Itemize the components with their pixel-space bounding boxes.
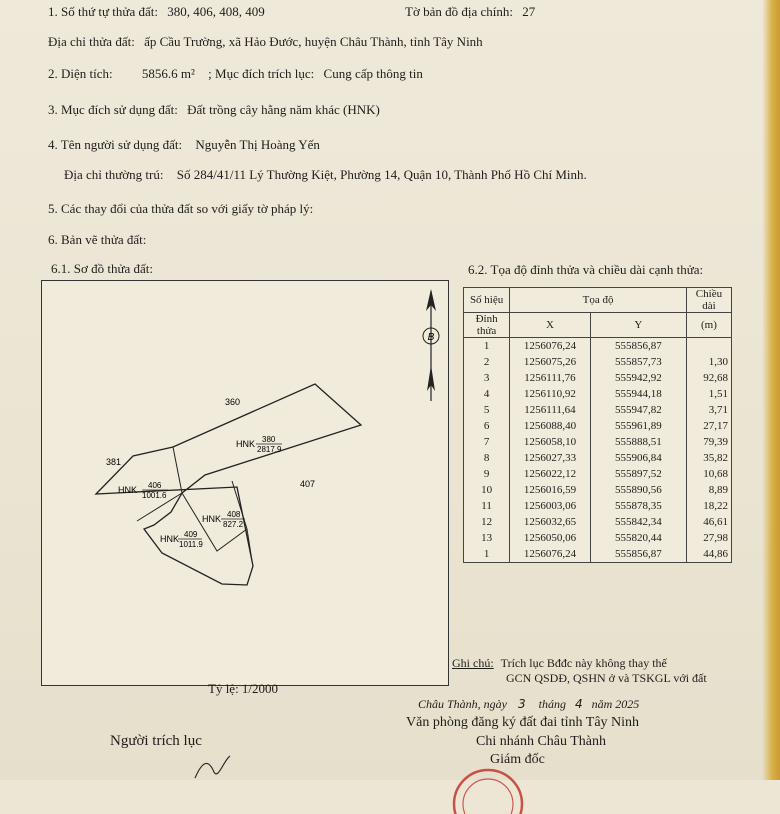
header-y: Y — [590, 313, 686, 338]
cell-length: 18,22 — [686, 498, 731, 514]
owner-row — [48, 137, 320, 153]
address-label: Địa chỉ thửa đất: — [48, 34, 135, 49]
cell-y: 555820,44 — [590, 530, 686, 546]
coordinates-table — [463, 287, 732, 563]
signoff-role: Giám đốc — [490, 752, 545, 767]
table-row — [464, 354, 732, 370]
cell-point: 9 — [464, 466, 510, 482]
cell-point: 5 — [464, 402, 510, 418]
cell-point: 13 — [464, 530, 510, 546]
cell-x: 1256110,92 — [510, 386, 591, 402]
cell-length — [686, 338, 731, 355]
parcel-number-value: 380, 406, 408, 409 — [167, 4, 265, 19]
neighbor-label: 381 — [106, 457, 122, 467]
usage-label: 3. Mục đích sử dụng đất: — [48, 102, 178, 117]
map-sheet-row — [405, 4, 535, 20]
cell-x: 1256016,59 — [510, 482, 591, 498]
parcel-number-row — [48, 4, 265, 20]
purpose-label: ; Mục đích trích lục: — [208, 66, 315, 81]
svg-text:1011.9: 1011.9 — [179, 540, 203, 549]
cell-y: 555890,56 — [590, 482, 686, 498]
cell-point: 3 — [464, 370, 510, 386]
table-row — [464, 386, 732, 402]
address-value: ấp Cầu Trường, xã Hảo Đước, huyện Châu Thành, tỉnh Tây Ninh — [144, 34, 483, 49]
cell-y: 555856,87 — [590, 338, 686, 355]
north-symbol: B — [427, 332, 435, 343]
note-line-1: Trích lục Bđđc này không thay thế — [500, 656, 667, 670]
purpose-value: Cung cấp thông tin — [323, 66, 423, 81]
residence-row — [64, 167, 587, 183]
signoff-year: năm 2025 — [591, 697, 640, 711]
cell-y: 555878,35 — [590, 498, 686, 514]
svg-text:409: 409 — [184, 530, 198, 539]
cell-x: 1256032,65 — [510, 514, 591, 530]
parcel-label-380 — [236, 435, 282, 454]
page-edge — [762, 0, 780, 780]
cell-point: 12 — [464, 514, 510, 530]
note-line-2: GCN QSDĐ, QSHN ở và TSKGL với đất — [506, 671, 707, 685]
area-label: 2. Diện tích: — [48, 66, 113, 81]
cell-x: 1256027,33 — [510, 450, 591, 466]
parcel-label-408 — [202, 510, 245, 529]
coords-label: 6.2. Tọa độ đỉnh thửa và chiều dài cạnh thửa: — [468, 262, 704, 277]
cell-point: 7 — [464, 434, 510, 450]
note-row-1 — [452, 656, 667, 671]
cell-y: 555947,82 — [590, 402, 686, 418]
address-row — [48, 34, 483, 50]
table-row — [464, 466, 732, 482]
table-row — [464, 402, 732, 418]
cell-y: 555897,52 — [590, 466, 686, 482]
table-row — [464, 530, 732, 546]
area-value: 5856.6 m² — [141, 66, 195, 81]
cell-point: 1 — [464, 338, 510, 355]
signoff-branch: Chi nhánh Châu Thành — [476, 734, 607, 749]
cell-y: 555842,34 — [590, 514, 686, 530]
cell-length: 8,89 — [686, 482, 731, 498]
cell-point: 2 — [464, 354, 510, 370]
cell-y: 555942,92 — [590, 370, 686, 386]
svg-text:380: 380 — [262, 435, 276, 444]
svg-text:408: 408 — [227, 510, 241, 519]
cell-y: 555944,18 — [590, 386, 686, 402]
header-x: X — [510, 313, 591, 338]
usage-row — [48, 102, 380, 118]
usage-value: Đất trồng cây hằng năm khác (HNK) — [187, 102, 380, 117]
svg-text:406: 406 — [148, 481, 162, 490]
table-row — [464, 338, 732, 355]
north-arrow-icon — [423, 289, 439, 401]
cell-x: 1256111,64 — [510, 402, 591, 418]
cell-length: 1,30 — [686, 354, 731, 370]
header-coord: Tọa độ — [510, 288, 687, 313]
cell-y: 555857,73 — [590, 354, 686, 370]
map-sheet-value: 27 — [522, 4, 536, 19]
svg-text:827.2: 827.2 — [223, 520, 244, 529]
cell-length: 79,39 — [686, 434, 731, 450]
header-point: Số hiệu — [464, 288, 510, 313]
cell-y: 555856,87 — [590, 546, 686, 563]
cell-x: 1256111,76 — [510, 370, 591, 386]
sketch-label: 6.1. Sơ đồ thửa đất: — [51, 261, 154, 276]
cell-x: 1256058,10 — [510, 434, 591, 450]
area-row — [48, 66, 423, 82]
svg-text:2817.9: 2817.9 — [257, 445, 282, 454]
cell-x: 1256050,06 — [510, 530, 591, 546]
signoff-day: 3 — [518, 697, 526, 711]
map-sheet-label: Tờ bản đồ địa chính: — [405, 4, 513, 19]
cell-length: 35,82 — [686, 450, 731, 466]
cell-x: 1256076,24 — [510, 338, 591, 355]
table-row — [464, 546, 732, 563]
cell-length: 1,51 — [686, 386, 731, 402]
note-label: Ghi chú: — [452, 656, 494, 670]
table-row — [464, 514, 732, 530]
neighbor-label: 360 — [225, 397, 241, 407]
svg-text:HNK: HNK — [118, 485, 138, 495]
cell-length: 44,86 — [686, 546, 731, 563]
boundary-380-406 — [173, 447, 182, 493]
cell-point: 10 — [464, 482, 510, 498]
parcel-label-409 — [160, 530, 203, 549]
table-row — [464, 482, 732, 498]
cell-length: 92,68 — [686, 370, 731, 386]
owner-label: 4. Tên người sử dụng đất: — [48, 137, 183, 152]
cell-y: 555961,89 — [590, 418, 686, 434]
cell-length: 27,17 — [686, 418, 731, 434]
cell-point: 8 — [464, 450, 510, 466]
extractor-label: Người trích lục — [110, 733, 202, 749]
header-length: Chiều dài — [686, 288, 731, 313]
cell-x: 1256075,26 — [510, 354, 591, 370]
signoff-month: 4 — [575, 697, 583, 711]
signature-scribble-icon — [190, 752, 250, 780]
cell-length: 3,71 — [686, 402, 731, 418]
map-scale: Tỷ lệ: 1/2000 — [208, 681, 279, 696]
signoff-date — [418, 697, 639, 712]
cell-point: 11 — [464, 498, 510, 514]
residence-value: Số 284/41/11 Lý Thường Kiệt, Phường 14, Quận 10, Thành Phố Hồ Chí Minh. — [176, 167, 587, 182]
neighbor-label: 407 — [300, 479, 316, 489]
signoff-month-label: tháng — [538, 697, 566, 711]
cell-y: 555888,51 — [590, 434, 686, 450]
cell-point: 1 — [464, 546, 510, 563]
table-row — [464, 418, 732, 434]
cell-length: 10,68 — [686, 466, 731, 482]
parcel-number-label: 1. Số thứ tự thửa đất: — [48, 4, 158, 19]
svg-text:HNK: HNK — [202, 514, 222, 524]
cell-length: 27,98 — [686, 530, 731, 546]
cell-point: 4 — [464, 386, 510, 402]
table-row — [464, 370, 732, 386]
table-row — [464, 450, 732, 466]
cell-point: 6 — [464, 418, 510, 434]
cell-x: 1256022,12 — [510, 466, 591, 482]
header-unit: (m) — [686, 313, 731, 338]
parcel-label-406 — [118, 481, 168, 500]
svg-text:HNK: HNK — [160, 534, 180, 544]
cell-x: 1256088,40 — [510, 418, 591, 434]
signoff-office: Văn phòng đăng ký đất đai tỉnh Tây Ninh — [406, 715, 640, 730]
header-point-2: Đỉnh thửa — [464, 313, 510, 338]
parcel-map-svg — [42, 281, 448, 685]
table-row — [464, 434, 732, 450]
drawing-label: 6. Bản vẽ thửa đất: — [48, 232, 147, 247]
cell-x: 1256076,24 — [510, 546, 591, 563]
table-row — [464, 498, 732, 514]
cell-y: 555906,84 — [590, 450, 686, 466]
cell-x: 1256003,06 — [510, 498, 591, 514]
signoff-place: Châu Thành, ngày — [418, 697, 508, 711]
parcel-map — [41, 280, 449, 686]
changes-label: 5. Các thay đổi của thửa đất so với giấy tờ pháp lý: — [48, 201, 314, 216]
residence-label: Địa chỉ thường trú: — [64, 167, 164, 182]
cell-length: 46,61 — [686, 514, 731, 530]
seal-stamp-icon — [440, 744, 530, 814]
svg-text:HNK: HNK — [236, 439, 256, 449]
svg-text:1001.6: 1001.6 — [142, 491, 167, 500]
owner-value: Nguyễn Thị Hoàng Yến — [195, 137, 320, 152]
